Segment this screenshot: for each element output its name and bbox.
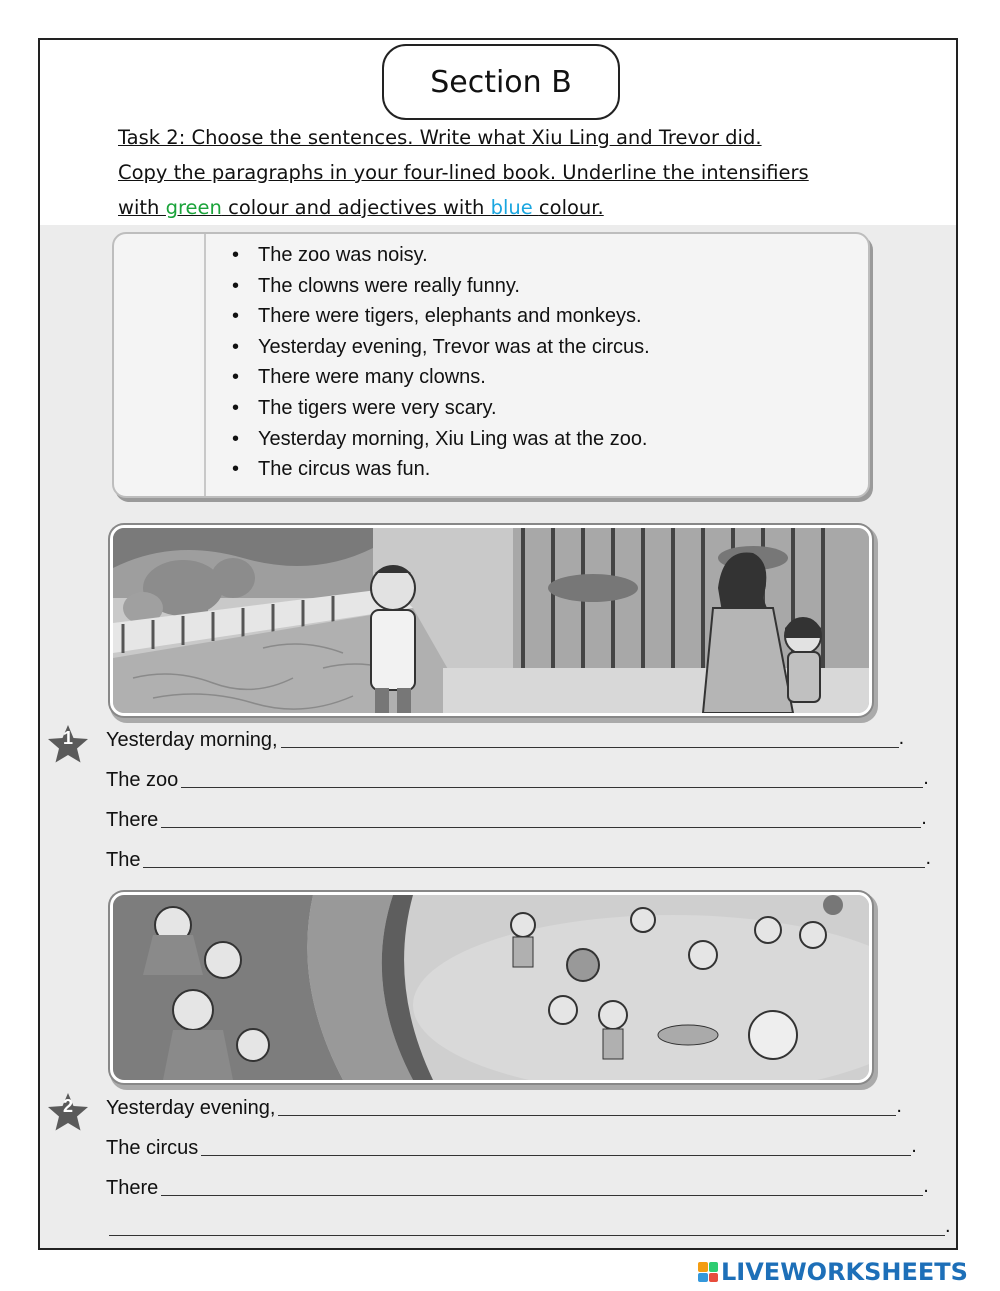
row-prompt: The zoo (106, 769, 179, 791)
end-mark: . (923, 767, 929, 789)
sentence-list (232, 240, 650, 485)
sentence-item: • Yesterday evening, Trevor was at the circus. (232, 332, 650, 363)
exercise-number: 2 (62, 1096, 73, 1116)
end-mark: . (911, 1135, 917, 1157)
answer-blank[interactable] (161, 827, 921, 828)
sentence-item: • The zoo was noisy. (232, 240, 650, 271)
task-instructions (118, 120, 918, 225)
circus-illustration (110, 892, 872, 1083)
answer-row (106, 1170, 929, 1200)
zoo-illustration (110, 525, 872, 716)
answer-blank[interactable] (278, 1115, 896, 1116)
blue-word: blue (490, 196, 539, 219)
sentence-box (112, 232, 870, 498)
answer-row (106, 842, 931, 872)
sentence-item: • The clowns were really funny. (232, 271, 650, 302)
answer-row (106, 722, 904, 752)
end-mark: . (896, 1095, 902, 1117)
sentence-item: • There were tigers, elephants and monkeys. (232, 301, 650, 332)
sentence-item: • The tigers were very scary. (232, 393, 650, 424)
sentence-item: • Yesterday morning, Xiu Ling was at the zoo. (232, 424, 650, 455)
green-word: green (165, 196, 222, 219)
margin-line (204, 234, 206, 496)
answer-blank[interactable] (201, 1155, 911, 1156)
liveworksheets-logo (698, 1259, 968, 1285)
exercise-number: 1 (62, 728, 73, 748)
answer-blank[interactable] (181, 787, 923, 788)
end-mark: . (921, 807, 927, 829)
task-line-2: Copy the paragraphs in your four-lined book. Underline the intensifiers (118, 161, 809, 184)
row-prompt: Yesterday morning, (106, 729, 278, 751)
logo-grid-icon (698, 1262, 718, 1282)
row-prompt: The circus (106, 1137, 199, 1159)
row-prompt: There (106, 809, 159, 831)
row-prompt: There (106, 1177, 159, 1199)
answer-row (106, 1210, 951, 1240)
end-mark: . (925, 847, 932, 869)
sentence-item: • The circus was fun. (232, 454, 650, 485)
row-prompt: Yesterday evening, (106, 1097, 276, 1119)
answer-blank[interactable] (143, 867, 925, 868)
brand-name: LIVEWORKSHEETS (721, 1258, 968, 1286)
answer-row (106, 1130, 917, 1160)
answer-row (106, 762, 929, 792)
end-mark: . (898, 727, 905, 749)
row-prompt: The (106, 849, 141, 871)
section-title: Section B (382, 44, 620, 120)
sentence-item: • There were many clowns. (232, 362, 650, 393)
answer-blank[interactable] (161, 1195, 923, 1196)
answer-blank[interactable] (109, 1235, 945, 1236)
answer-blank[interactable] (281, 747, 899, 748)
end-mark: . (945, 1215, 951, 1237)
end-mark: . (923, 1175, 929, 1197)
answer-row (106, 1090, 902, 1120)
task-line-1: Task 2: Choose the sentences. Write what Xiu Ling and Trevor did. (118, 126, 762, 149)
task-line-3: with green colour and adjectives with blue colour. (118, 196, 604, 219)
worksheet-page (38, 38, 958, 1250)
answer-row (106, 802, 927, 832)
